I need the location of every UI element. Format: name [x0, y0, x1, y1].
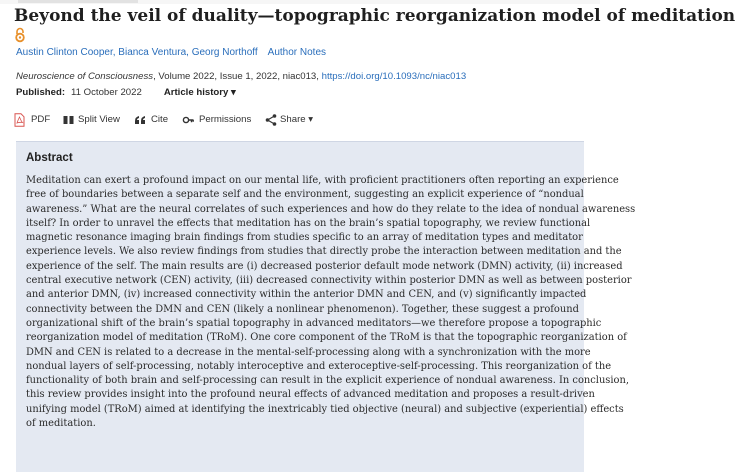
- author-separator: ,: [186, 47, 192, 58]
- abstract-line: itself? In order to unravel the effects that meditation has on the brain’s spatial topography, we review functional: [26, 217, 591, 229]
- publication-row: [16, 86, 236, 99]
- author-separator: ,: [112, 47, 119, 58]
- author-link[interactable]: Bianca Ventura: [118, 47, 187, 58]
- abstract-line: magnetic resonance imaging brain findings from studies specific to an array of meditation types and meditator: [26, 232, 583, 244]
- abstract-line: this review provides insight into the profound neural effects of advanced meditation and proposes a result-driven: [26, 389, 595, 401]
- permissions-button[interactable]: [182, 113, 254, 127]
- abstract-line: experience of the self. The main results are (i) decreased posterior default mode network (DMN) activity, (ii) increased: [26, 260, 623, 272]
- abstract-line: unifying model (TRoM) aimed at identifying the inextricably tied objective (neural) and subjective (experiential) effects: [26, 403, 624, 415]
- split-view-button[interactable]: [63, 113, 125, 127]
- open-access-icon: [14, 27, 26, 43]
- pdf-label: PDF: [31, 114, 51, 125]
- abstract-line: central executive network (CEN) activity, (iii) decreased connectivity within posterior DMN as well as between posterior: [26, 275, 632, 287]
- author-link[interactable]: Austin Clinton Cooper: [16, 47, 113, 58]
- quote-icon: [134, 113, 146, 127]
- article-toolbar: [0, 108, 600, 132]
- abstract-line: awareness.” What are the neural correlates of such experiences and how do they relate to the idea of nondual awareness: [26, 203, 636, 215]
- abstract-line: reorganization model of meditation (TRoM). One core component of the TRoM is that the topographic reorganization of: [26, 332, 627, 344]
- abstract-line: experience levels. We also review findings from studies that directly probe the interaction between meditation and the: [26, 246, 622, 258]
- abstract-line: and anterior DMN, (iv) increased connectivity within the anterior DMN and CEN, and (v) significantly impacted: [26, 289, 587, 301]
- abstract-heading: Abstract: [26, 152, 73, 164]
- citation-line: [16, 70, 466, 83]
- abstract-line: organizational shift of the brain’s spatial topography in advanced meditators—we therefore propose a topographic: [26, 317, 602, 329]
- top-strip: [0, 0, 600, 4]
- article-title: Beyond the veil of duality—topographic reorganization model of meditation: [14, 6, 735, 26]
- permissions-label: Permissions: [199, 114, 252, 125]
- doi-link[interactable]: https://doi.org/10.1093/nc/niac013: [321, 71, 467, 82]
- split-view-label: Split View: [78, 114, 120, 125]
- author-link[interactable]: Georg Northoff: [191, 47, 258, 58]
- abstract-line: Meditation can exert a profound impact on our mental life, with proficient practitioners often reporting an experience: [26, 175, 619, 186]
- pdf-icon: [14, 113, 25, 127]
- citation-details: , Volume 2022, Issue 1, 2022, niac013,: [153, 71, 322, 82]
- journal-name: Neuroscience of Consciousness: [16, 71, 154, 82]
- cite-label: Cite: [151, 114, 169, 125]
- published-date: 11 October 2022: [71, 87, 142, 98]
- abstract-line: DMN and CEN is related to a decrease in the mental-self-processing along with a synchronization with the more: [26, 346, 591, 358]
- top-strip-mark: [18, 0, 138, 3]
- abstract-line: functionality of both brain and self-processing can result in the explicit experience of nondual awareness. In conclusion,: [26, 375, 629, 387]
- article-history-toggle[interactable]: Article history ▾: [163, 87, 236, 98]
- share-icon: [265, 113, 277, 127]
- share-button[interactable]: [265, 113, 317, 127]
- pdf-button[interactable]: [14, 113, 54, 127]
- split-view-icon: [63, 113, 74, 127]
- author-notes-link[interactable]: Author Notes: [267, 47, 327, 58]
- abstract-line: nondual layers of self-processing, notably interoceptive and exteroceptive-self-processing. This reorganization of the: [26, 360, 612, 372]
- abstract-panel: [16, 141, 636, 472]
- cite-button[interactable]: [134, 113, 174, 127]
- abstract-text: [26, 174, 636, 431]
- share-label: Share ▾: [280, 114, 314, 125]
- permissions-icon: [182, 113, 194, 127]
- abstract-line: of meditation.: [26, 418, 96, 430]
- author-list: [16, 46, 326, 59]
- abstract-line: connectivity between the DMN and CEN (likely a nonlinear phenomenon). Together, these suggest a profound: [26, 303, 579, 315]
- published-label: Published:: [16, 87, 66, 98]
- abstract-line: free of boundaries between a separate self and the environment, suggesting an explicit experience of “nondual: [26, 189, 584, 201]
